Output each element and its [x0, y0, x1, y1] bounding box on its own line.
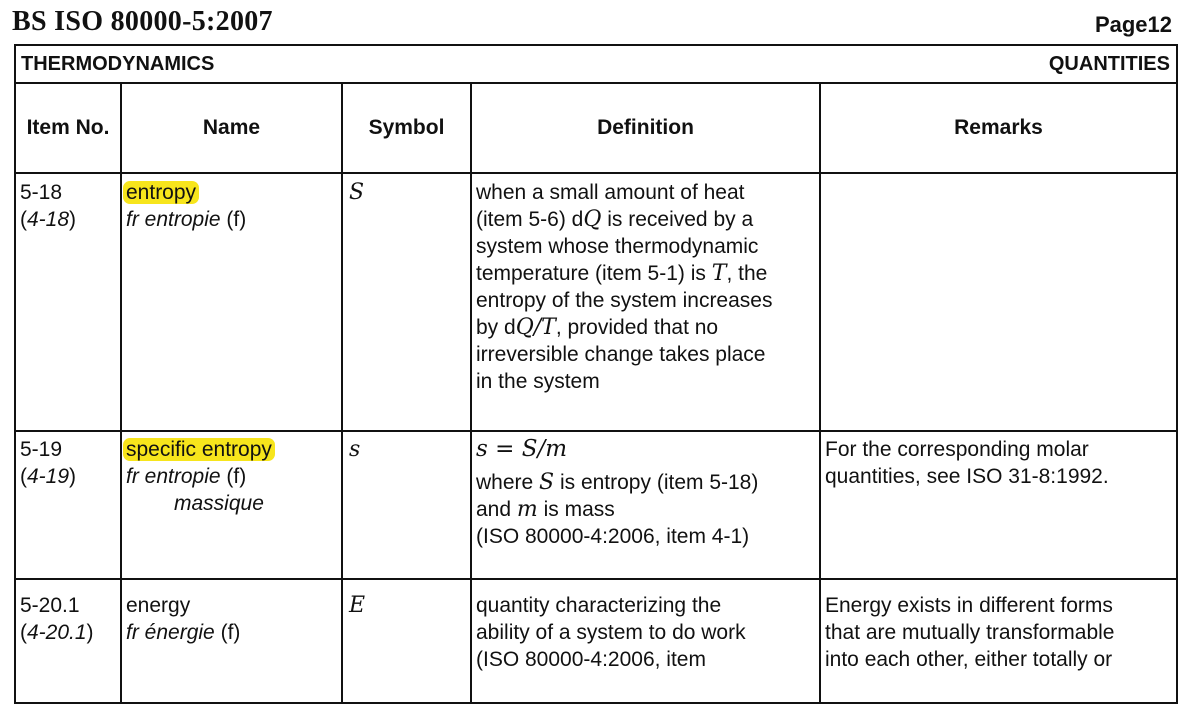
row-divider — [16, 430, 1176, 432]
text-run: where — [476, 471, 540, 494]
item-number: 5-19 — [20, 438, 63, 461]
fr-gender: (f) — [226, 465, 247, 488]
text-run: by d — [476, 316, 516, 339]
definition-line: irreversible change takes place — [476, 343, 766, 366]
column-header-item: Item No. — [26, 116, 110, 139]
math-symbol: m — [516, 497, 538, 522]
item-old-number: (4-20.1) — [20, 621, 94, 644]
highlighted-term: entropy — [123, 181, 199, 204]
symbol: S — [349, 180, 365, 205]
text-run: is mass — [537, 498, 615, 521]
quantities-table — [14, 44, 1178, 704]
symbol: E — [349, 593, 366, 618]
definition-text — [476, 436, 758, 550]
header-divider — [16, 172, 1176, 174]
row-divider — [16, 578, 1176, 580]
column-divider — [470, 84, 472, 702]
text-run: , provided that no — [555, 316, 719, 339]
remarks-line: quantities, see ISO 31-8:1992. — [825, 465, 1109, 488]
fr-term: énergie — [144, 621, 215, 644]
item-old-value: 4-18 — [27, 208, 70, 231]
column-header-symbol: Symbol — [368, 116, 445, 139]
definition-line: when a small amount of heat — [476, 181, 745, 204]
definition-line: (ISO 80000-4:2006, item — [476, 648, 706, 671]
text-run: , the — [726, 262, 768, 285]
fr-term: entropie — [144, 465, 221, 488]
definition-line — [476, 314, 772, 341]
term: energy — [126, 594, 191, 617]
remarks-text — [825, 436, 1109, 490]
symbol: s — [349, 437, 361, 462]
remarks-text — [825, 592, 1114, 673]
definition-text — [476, 592, 746, 673]
french-name — [126, 206, 246, 233]
column-divider — [120, 84, 122, 702]
math-symbol: Q/T — [515, 315, 556, 340]
document-title: BS ISO 80000-5:2007 — [12, 6, 273, 37]
remarks-line: that are mutually transformable — [825, 621, 1115, 644]
formula: s = S/m — [476, 436, 568, 462]
section-category: QUANTITIES — [1048, 53, 1170, 75]
item-old-value: 4-19 — [27, 465, 70, 488]
column-divider — [819, 84, 821, 702]
definition-line — [476, 260, 772, 287]
table-row-item-no — [20, 592, 94, 646]
table-row-name — [126, 592, 240, 646]
item-number: 5-18 — [20, 181, 63, 204]
definition-line: ability of a system to do work — [476, 621, 746, 644]
fr-term: entropie — [144, 208, 221, 231]
definition-line — [476, 469, 758, 496]
column-header-name: Name — [202, 116, 261, 139]
text-run: and — [476, 498, 517, 521]
remarks-line: into each other, either totally or — [825, 648, 1113, 671]
fr-gender: (f) — [220, 621, 241, 644]
remarks-line: Energy exists in different forms — [825, 594, 1113, 617]
definition-line: quantity characterizing the — [476, 594, 722, 617]
text-run: is entropy (item 5-18) — [554, 471, 759, 494]
definition-line: entropy of the system increases — [476, 289, 773, 312]
table-row-name — [126, 179, 246, 233]
column-header-remarks: Remarks — [954, 116, 1043, 139]
definition-text — [476, 179, 772, 395]
item-old-number: (4-19) — [20, 465, 77, 488]
table-row-name — [126, 436, 275, 517]
item-old-value: 4-20.1 — [27, 621, 87, 644]
page-number: Page12 — [1094, 12, 1172, 37]
text-run: (item 5-6) d — [476, 208, 584, 231]
fr-gender: (f) — [226, 208, 247, 231]
section-bar — [16, 46, 1176, 84]
fr-prefix: fr — [126, 208, 139, 231]
table-row-item-no — [20, 179, 76, 233]
section-title: THERMODYNAMICS — [21, 53, 215, 75]
text-run: temperature (item 5-1) is — [476, 262, 712, 285]
remarks-line: For the corresponding molar — [825, 438, 1089, 461]
item-old-number: (4-18) — [20, 208, 77, 231]
fr-prefix: fr — [126, 465, 139, 488]
item-number: 5-20.1 — [20, 594, 80, 617]
definition-line: (ISO 80000-4:2006, item 4-1) — [476, 525, 750, 548]
highlighted-term: specific entropy — [123, 438, 275, 461]
french-name — [126, 463, 275, 490]
column-divider — [341, 84, 343, 702]
definition-line — [476, 496, 758, 523]
french-name-continued: massique — [174, 492, 264, 515]
definition-line — [476, 206, 772, 233]
math-symbol: S — [539, 470, 555, 495]
definition-line: system whose thermodynamic — [476, 235, 759, 258]
text-run: is received by a — [601, 208, 754, 231]
french-name — [126, 619, 240, 646]
math-symbol: T — [711, 261, 727, 286]
math-symbol: Q — [583, 207, 602, 232]
fr-prefix: fr — [126, 621, 139, 644]
column-header-definition: Definition — [597, 116, 694, 139]
table-row-item-no — [20, 436, 76, 490]
definition-line: in the system — [476, 370, 600, 393]
